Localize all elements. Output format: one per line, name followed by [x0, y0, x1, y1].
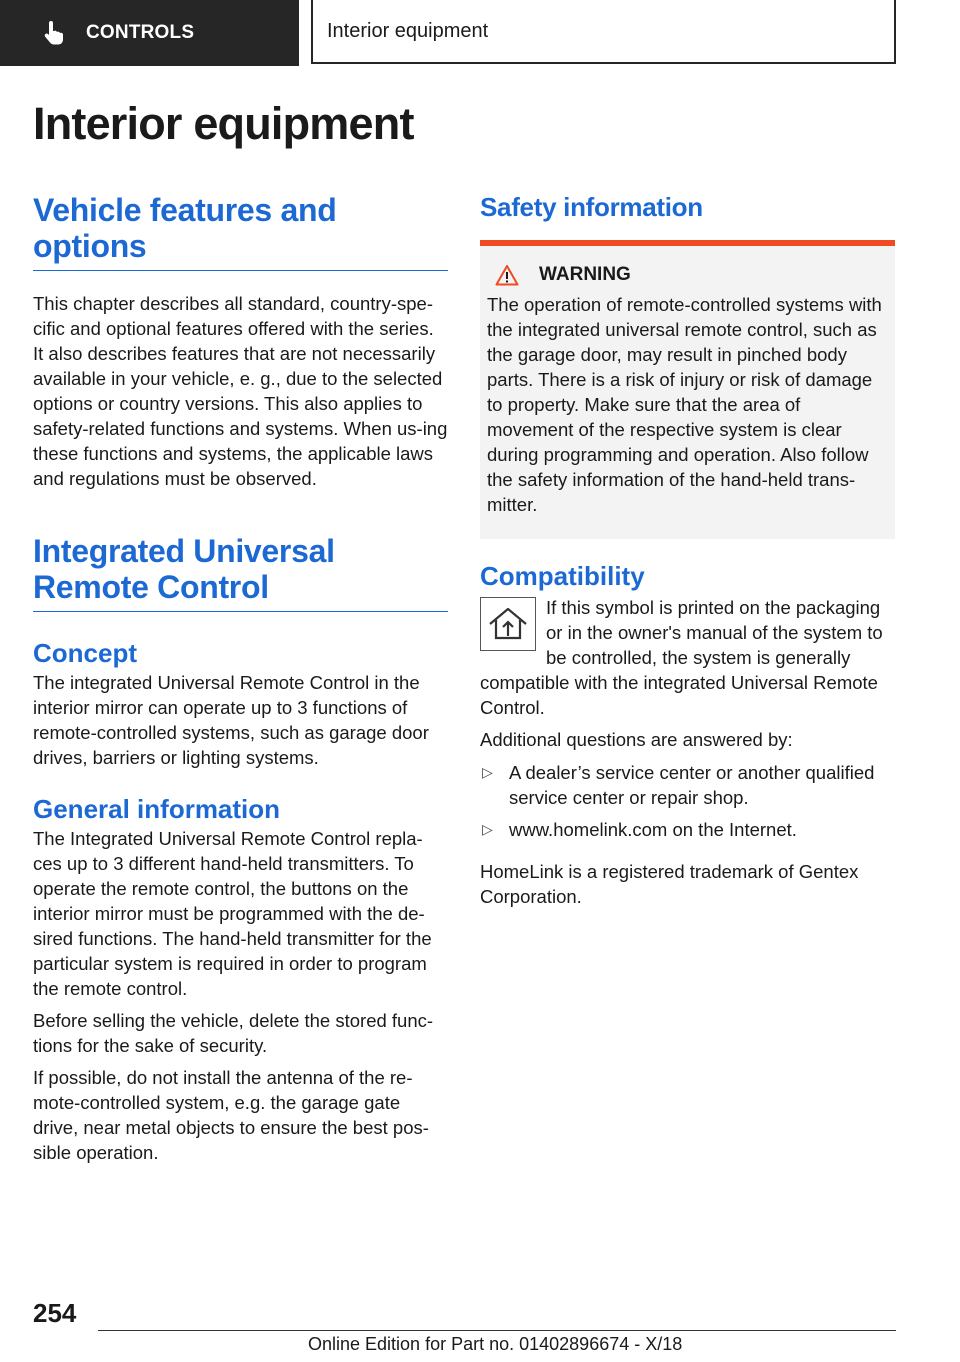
- right-column: [480, 192, 895, 909]
- general-info-text-3: If possible, do not install the antenna of the re-mote-controlled system, e.g. the garage gate drive, near metal objects to ensure the best pos-sible operation.: [33, 1067, 429, 1163]
- warning-text: The operation of remote-controlled systems with the integrated universal remote control, such as the garage door, may result in pinched body parts. There is a risk of injury or risk of damage to property. Make sure that the area of movement of the respective system is clear during programming and operation. Also follow the safety information of the hand-held trans-mitter.: [487, 294, 882, 515]
- footer-divider: [98, 1330, 896, 1331]
- warning-box: [480, 240, 895, 539]
- general-info-text-1: The Integrated Universal Remote Control repla-ces up to 3 different hand-held transmitters. To operate the remote control, the buttons on the interior mirror must be programmed with the de-sired functions. The hand-held transmitter for the particular system is required in order to program the remote control.: [33, 828, 432, 999]
- homelink-house-icon: [480, 597, 536, 651]
- safety-info-heading: Safety information: [480, 192, 703, 222]
- triangle-bullet-icon: ▷: [482, 764, 493, 780]
- warning-header: [495, 264, 887, 286]
- list-item: ▷ A dealer’s service center or another qualified service center or repair shop.: [482, 762, 875, 808]
- vehicle-features-heading: Vehicle features and options: [33, 192, 448, 271]
- left-column: [33, 192, 448, 1165]
- iurc-heading: Integrated Universal Remote Control: [33, 533, 448, 612]
- compatibility-heading: Compatibility: [480, 561, 645, 591]
- contact-list: [480, 760, 895, 842]
- section-tab[interactable]: [0, 0, 299, 66]
- triangle-bullet-icon: ▷: [482, 821, 493, 837]
- chapter-title: Interior equipment: [311, 0, 896, 64]
- page-title: Interior equipment: [33, 98, 414, 149]
- compatibility-section: [480, 591, 895, 720]
- list-item: ▷ www.homelink.com on the Internet.: [482, 819, 797, 840]
- trademark-text: HomeLink is a registered trademark of Gentex Corporation.: [480, 861, 859, 907]
- warning-triangle-icon: [495, 264, 519, 286]
- edition-text: Online Edition for Part no. 01402896674 - X/18: [308, 1334, 683, 1354]
- compatibility-text: If this symbol is printed on the packaging or in the owner's manual of the system to be controlled, the system is generally compatible with the integrated Universal Remote Control.: [480, 597, 883, 718]
- questions-text: Additional questions are answered by:: [480, 729, 793, 750]
- general-info-heading: General information: [33, 794, 281, 824]
- vehicle-features-text: This chapter describes all standard, country-spe-cific and optional features offered with the series. It also describes features that are not necessarily available in your vehicle, e. g., due to the selected options or country versions. This also applies to safety-related functions and systems. When us-ing these functions and systems, the applicable laws and regulations must be observed.: [33, 293, 448, 489]
- concept-text: The integrated Universal Remote Control in the interior mirror can operate up to 3 functions of remote-controlled systems, such as garage door drives, barriers or lighting systems.: [33, 672, 429, 768]
- general-info-text-2: Before selling the vehicle, delete the stored func-tions for the sake of security.: [33, 1010, 434, 1056]
- hand-pointer-icon: [40, 20, 66, 46]
- concept-heading: Concept: [33, 638, 137, 668]
- section-tab-label: CONTROLS: [86, 22, 195, 43]
- page-number: 254: [33, 1298, 77, 1328]
- warning-label: WARNING: [539, 264, 631, 285]
